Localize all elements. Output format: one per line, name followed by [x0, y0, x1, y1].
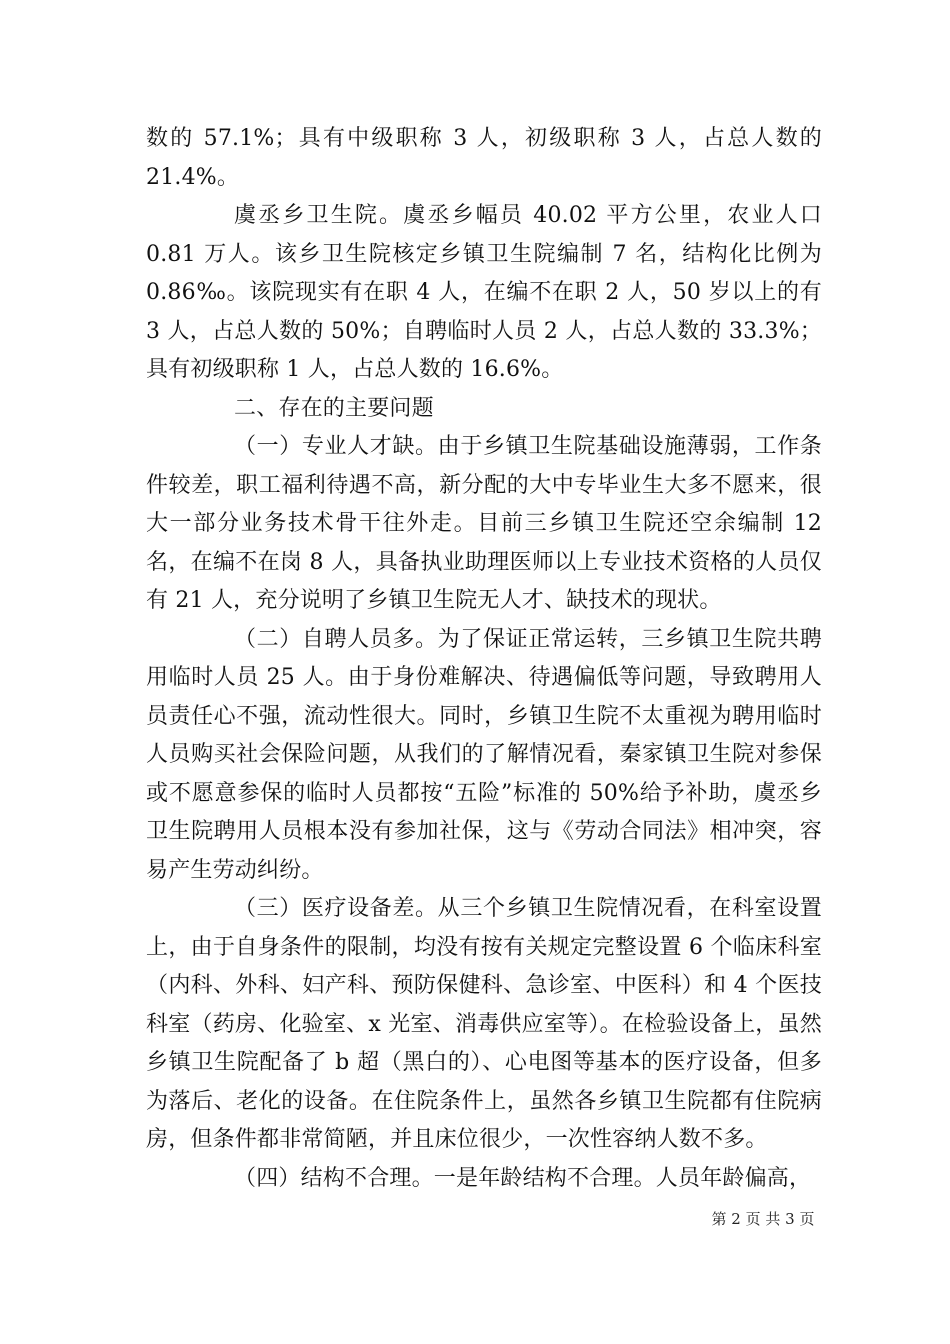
- document-body: [146, 120, 822, 1198]
- page-number: 第 2 页 共 3 页: [711, 1210, 815, 1228]
- paragraph-1: 数的 57.1%；具有中级职称 3 人，初级职称 3 人，占总人数的 21.4%。: [146, 126, 822, 190]
- paragraph-2: 虞丞乡卫生院。虞丞乡幅员 40.02 平方公里，农业人口 0.81 万人。该乡卫生院核定乡镇卫生院编制 7 名，结构化比例为 0.86‰。该院现实有在职 4 人，在编不在职 2 人，50 岁以上的有 3 人，占总人数的 50%；自聘临时人员 2 人，占总人数的 33.3%；具有初级职称 1 人，占总人数的 16.6%。: [146, 203, 822, 382]
- page-footer: [0, 1208, 950, 1229]
- paragraph-4: （一）专业人才缺。由于乡镇卫生院基础设施薄弱，工作条件较差，职工福利待遇不高，新分配的大中专毕业生大多不愿来，很大一部分业务技术骨干往外走。目前三乡镇卫生院还空余编制 12 名，在编不在岗 8 人，具备执业助理医师以上专业技术资格的人员仅有 21 人，充分说明了乡镇卫生院无人才、缺技术的现状。: [146, 434, 822, 613]
- paragraph-7: （四）结构不合理。一是年龄结构不合理。人员年龄偏高，: [234, 1165, 812, 1191]
- paragraph-5: （二）自聘人员多。为了保证正常运转，三乡镇卫生院共聘用临时人员 25 人。由于身份难解决、待遇偏低等问题，导致聘用人员责任心不强，流动性很大。同时，乡镇卫生院不太重视为聘用临时人员购买社会保险问题，从我们的了解情况看，秦家镇卫生院对参保或不愿意参保的临时人员都按“五险”标准的 50%给予补助，虞丞乡卫生院聘用人员根本没有参加社保，这与《劳动合同法》相冲突，容易产生劳动纠纷。: [146, 626, 822, 883]
- section-heading: 二、存在的主要问题: [234, 395, 434, 421]
- paragraph-6: （三）医疗设备差。从三个乡镇卫生院情况看，在科室设置上，由于自身条件的限制，均没有按有关规定完整设置 6 个临床科室（内科、外科、妇产科、预防保健科、急诊室、中医科）和 4 个医技科室（药房、化验室、x 光室、消毒供应室等）。在检验设备上，虽然乡镇卫生院配备了 b 超（黑白的）、心电图等基本的医疗设备，但多为落后、老化的设备。在住院条件上，虽然各乡镇卫生院都有住院病房，但条件都非常简陋，并且床位很少，一次性容纳人数不多。: [146, 896, 822, 1152]
